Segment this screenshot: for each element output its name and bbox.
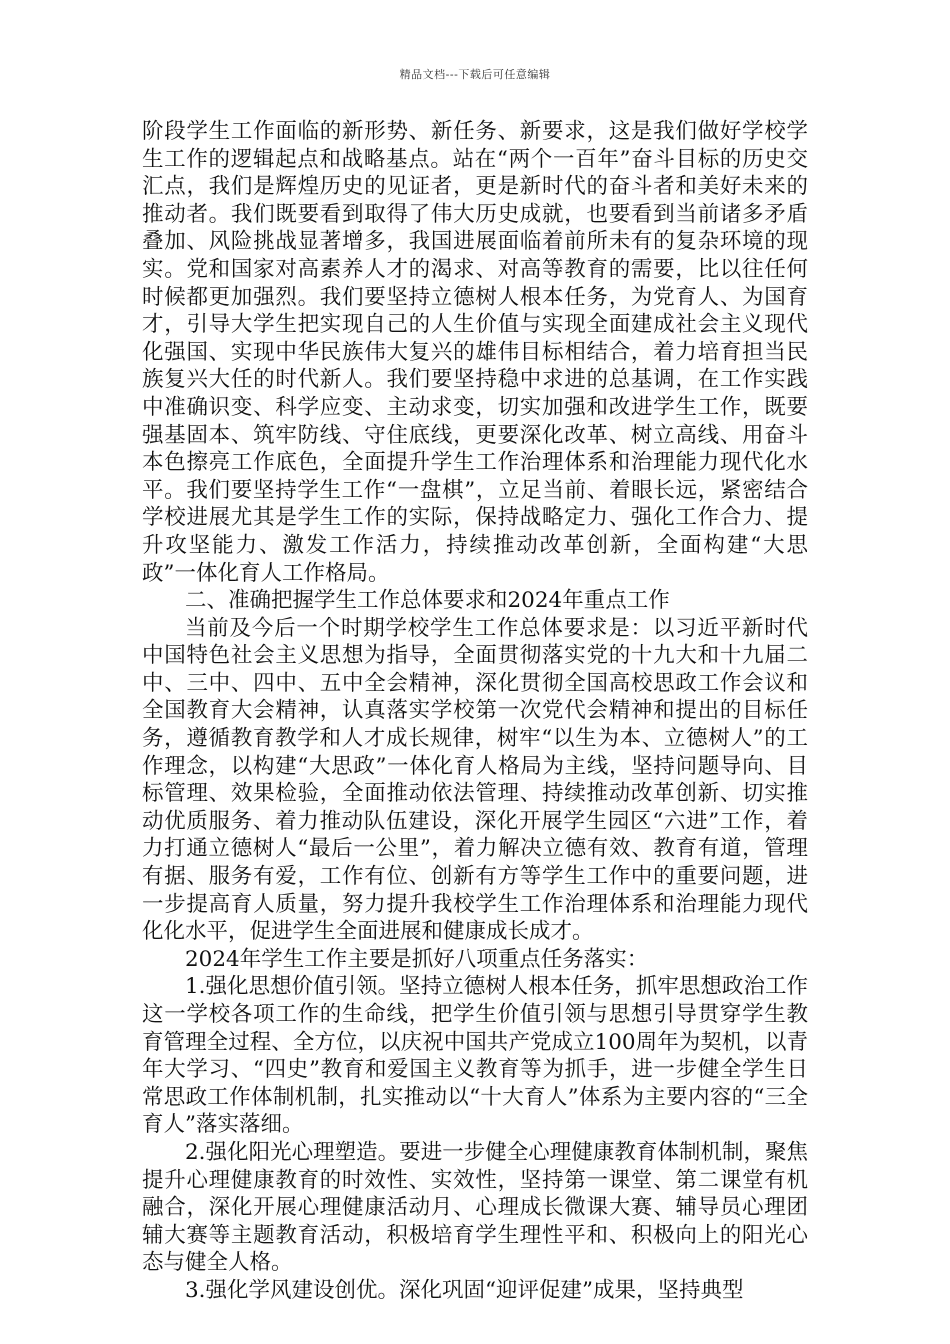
section-heading: 二、准确把握学生工作总体要求和2024年重点工作 xyxy=(185,588,670,614)
document-body xyxy=(142,118,808,1305)
paragraph-1: 阶段学生工作面临的新形势、新任务、新要求，这是我们做好学校学生工作的逻辑起点和战略基点。站在“两个一百年”奋斗目标的历史交汇点，我们是辉煌历史的见证者，更是新时代的奋斗者和美好未来的推动者。我们既要看到取得了伟大历史成就，也要看到当前诸多矛盾叠加、风险挑战显著增多，我国进展面临着前所未有的复杂环境的现实。党和国家对高素养人才的渴求、对高等教育的需要，比以往任何时候都更加强烈。我们要坚持立德树人根本任务，为党育人、为国育才，引导大学生把实现自己的人生价值与实现全面建成社会主义现代化强国、实现中华民族伟大复兴的雄伟目标相结合，着力培育担当民族复兴大任的时代新人。我们要坚持稳中求进的总基调，在工作实践中准确识变、科学应变、主动求变，切实加强和改进学生工作，既要强基固本、筑牢防线、守住底线，更要深化改革、树立高线、用奋斗本色擦亮工作底色，全面提升学生工作治理体系和治理能力现代化水平。我们要坚持学生工作“一盘棋”，立足当前、着眼长远，紧密结合学校进展尤其是学生工作的实际，保持战略定力、强化工作合力、提升攻坚能力、激发工作活力，持续推动改革创新，全面构建“大思政”一体化育人工作格局。 xyxy=(142,119,808,586)
paragraph-2: 当前及今后一个时期学校学生工作总体要求是：以习近平新时代中国特色社会主义思想为指导，全面贯彻落实党的十九大和十九届二中、三中、四中、五中全会精神，深化贯彻全国高校思政工作会议和全国教育大会精神，认真落实学校第一次党代会精神和提出的目标任务，遵循教育教学和人才成长规律，树牢“以生为本、立德树人”的工作理念，以构建“大思政”一体化育人格局为主线，坚持问题导向、目标管理、效果检验，全面推动依法管理、持续推动改革创新、切实推动优质服务、着力推动队伍建设，深化开展学生园区“六进”工作，着力打通立德树人“最后一公里”，着力解决立德有效、教育有道，管理有据、服务有爱，工作有位、创新有方等学生工作中的重要问题，进一步提高育人质量，努力提升我校学生工作治理体系和治理能力现代化化水平，促进学生全面进展和健康成长成才。 xyxy=(142,615,808,945)
paragraph-3: 2024年学生工作主要是抓好八项重点任务落实： xyxy=(185,946,649,972)
list-item-2: 2.强化阳光心理塑造。要进一步健全心理健康教育体制机制，聚焦提升心理健康教育的时效性、实效性，坚持第一课堂、第二课堂有机融合，深化开展心理健康活动月、心理成长微课大赛、辅导员心理团辅大赛等主题教育活动，积极培育学生理性平和、积极向上的阳光心态与健全人格。 xyxy=(142,1139,808,1276)
page-header: 精品文档---下载后可任意编辑 xyxy=(399,68,551,81)
list-item-1: 1.强化思想价值引领。坚持立德树人根本任务，抓牢思想政治工作这一学校各项工作的生命线，把学生价值引领与思想引导贯穿学生教育管理全过程、全方位，以庆祝中国共产党成立100周年为契机，以青年大学习、“四史”教育和爱国主义教育等为抓手，进一步健全学生日常思政工作体制机制，扎实推动以“十大育人”体系为主要内容的“三全育人”落实落细。 xyxy=(142,974,808,1138)
list-item-3: 3.强化学风建设创优。深化巩固“迎评促建”成果，坚持典型 xyxy=(185,1277,744,1303)
